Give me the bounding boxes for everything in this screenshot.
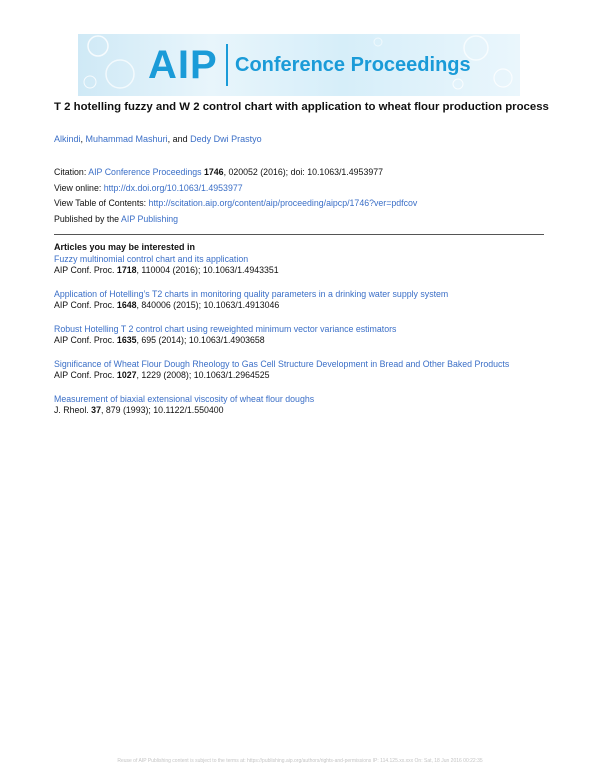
- article-volume: 1648: [116, 300, 137, 310]
- doi-link[interactable]: http://dx.doi.org/10.1063/1.4953977: [103, 182, 243, 193]
- article-volume: 37: [91, 405, 101, 415]
- toc-label: View Table of Contents:: [54, 198, 149, 208]
- view-online-label: View online:: [54, 182, 104, 193]
- paper-metadata: [54, 165, 554, 227]
- article-journal: AIP Conf. Proc.: [54, 370, 117, 380]
- related-article: [54, 289, 544, 311]
- citation-label: Citation:: [54, 167, 89, 177]
- related-article-citation: [54, 300, 544, 311]
- article-journal: AIP Conf. Proc.: [54, 300, 117, 310]
- related-articles: [54, 242, 544, 429]
- article-rest: , 1229 (2008); 10.1063/1.2964525: [136, 370, 270, 380]
- article-rest: , 110004 (2016); 10.1063/1.4943351: [136, 265, 279, 275]
- article-rest: , 695 (2014); 10.1063/1.4903658: [136, 335, 265, 345]
- author-list: [54, 133, 262, 145]
- related-article: [54, 359, 544, 381]
- author-separator: ,: [80, 134, 86, 144]
- divider-top: [54, 234, 544, 235]
- toc-line: [54, 196, 554, 212]
- citation-rest: , 020052 (2016); doi: 10.1063/1.4953977: [223, 167, 384, 177]
- citation-line: [54, 165, 554, 181]
- related-article-link[interactable]: Significance of Wheat Flour Dough Rheology to Gas Cell Structure Development in Bread and Other Baked Products: [54, 359, 510, 369]
- author-link-1[interactable]: Alkindi: [54, 134, 81, 144]
- citation-volume: 1746: [203, 167, 224, 177]
- related-article-citation: [54, 405, 544, 416]
- related-article-link[interactable]: Measurement of biaxial extensional viscosity of wheat flour doughs: [54, 394, 315, 404]
- related-article-citation: [54, 265, 544, 276]
- article-rest: , 879 (1993); 10.1122/1.550400: [100, 405, 224, 415]
- publisher-link[interactable]: AIP Publishing: [121, 213, 179, 224]
- toc-link[interactable]: http://scitation.aip.org/content/aip/proceeding/aipcp/1746?ver=pdfcov: [148, 198, 418, 208]
- view-online-line: [54, 181, 554, 197]
- related-article: [54, 394, 544, 416]
- article-journal: AIP Conf. Proc.: [54, 335, 117, 345]
- related-article-link[interactable]: Application of Hotelling’s T2 charts in monitoring quality parameters in a drinking water supply system: [54, 289, 449, 299]
- paper-title: T 2 hotelling fuzzy and W 2 control chart with application to wheat flour production process: [54, 101, 549, 113]
- article-volume: 1027: [116, 370, 137, 380]
- article-journal: AIP Conf. Proc.: [54, 265, 117, 275]
- related-article-citation: [54, 370, 544, 381]
- article-volume: 1718: [116, 265, 137, 275]
- related-article-link[interactable]: Robust Hotelling T 2 control chart using reweighted minimum vector variance estimators: [54, 324, 397, 334]
- author-and: , and: [167, 134, 191, 144]
- article-volume: 1635: [116, 335, 137, 345]
- reuse-footer: Reuse of AIP Publishing content is subject to the terms at: https://publishing.aip.org/authors/rights-and-permissions IP: 114.125.xx.xxx On: Sat, 18 Jun 2016 00:22:35: [117, 758, 483, 764]
- related-articles-heading: Articles you may be interested in: [54, 242, 196, 252]
- related-article: [54, 254, 544, 276]
- aip-banner: [78, 34, 520, 96]
- published-label: Published by the: [54, 213, 122, 224]
- logo-separator: [226, 44, 228, 86]
- author-link-2[interactable]: Muhammad Mashuri: [85, 134, 168, 144]
- related-article-citation: [54, 335, 544, 346]
- author-link-3[interactable]: Dedy Dwi Prastyo: [190, 134, 262, 144]
- published-line: [54, 212, 554, 228]
- related-article-link[interactable]: Fuzzy multinomial control chart and its application: [54, 254, 249, 264]
- related-article: [54, 324, 544, 346]
- conference-proceedings-text: Conference Proceedings: [235, 54, 471, 76]
- article-journal: J. Rheol.: [54, 405, 92, 415]
- journal-link[interactable]: AIP Conference Proceedings: [88, 167, 202, 177]
- aip-logo-text: AIP: [148, 43, 218, 87]
- article-rest: , 840006 (2015); 10.1063/1.4913046: [136, 300, 280, 310]
